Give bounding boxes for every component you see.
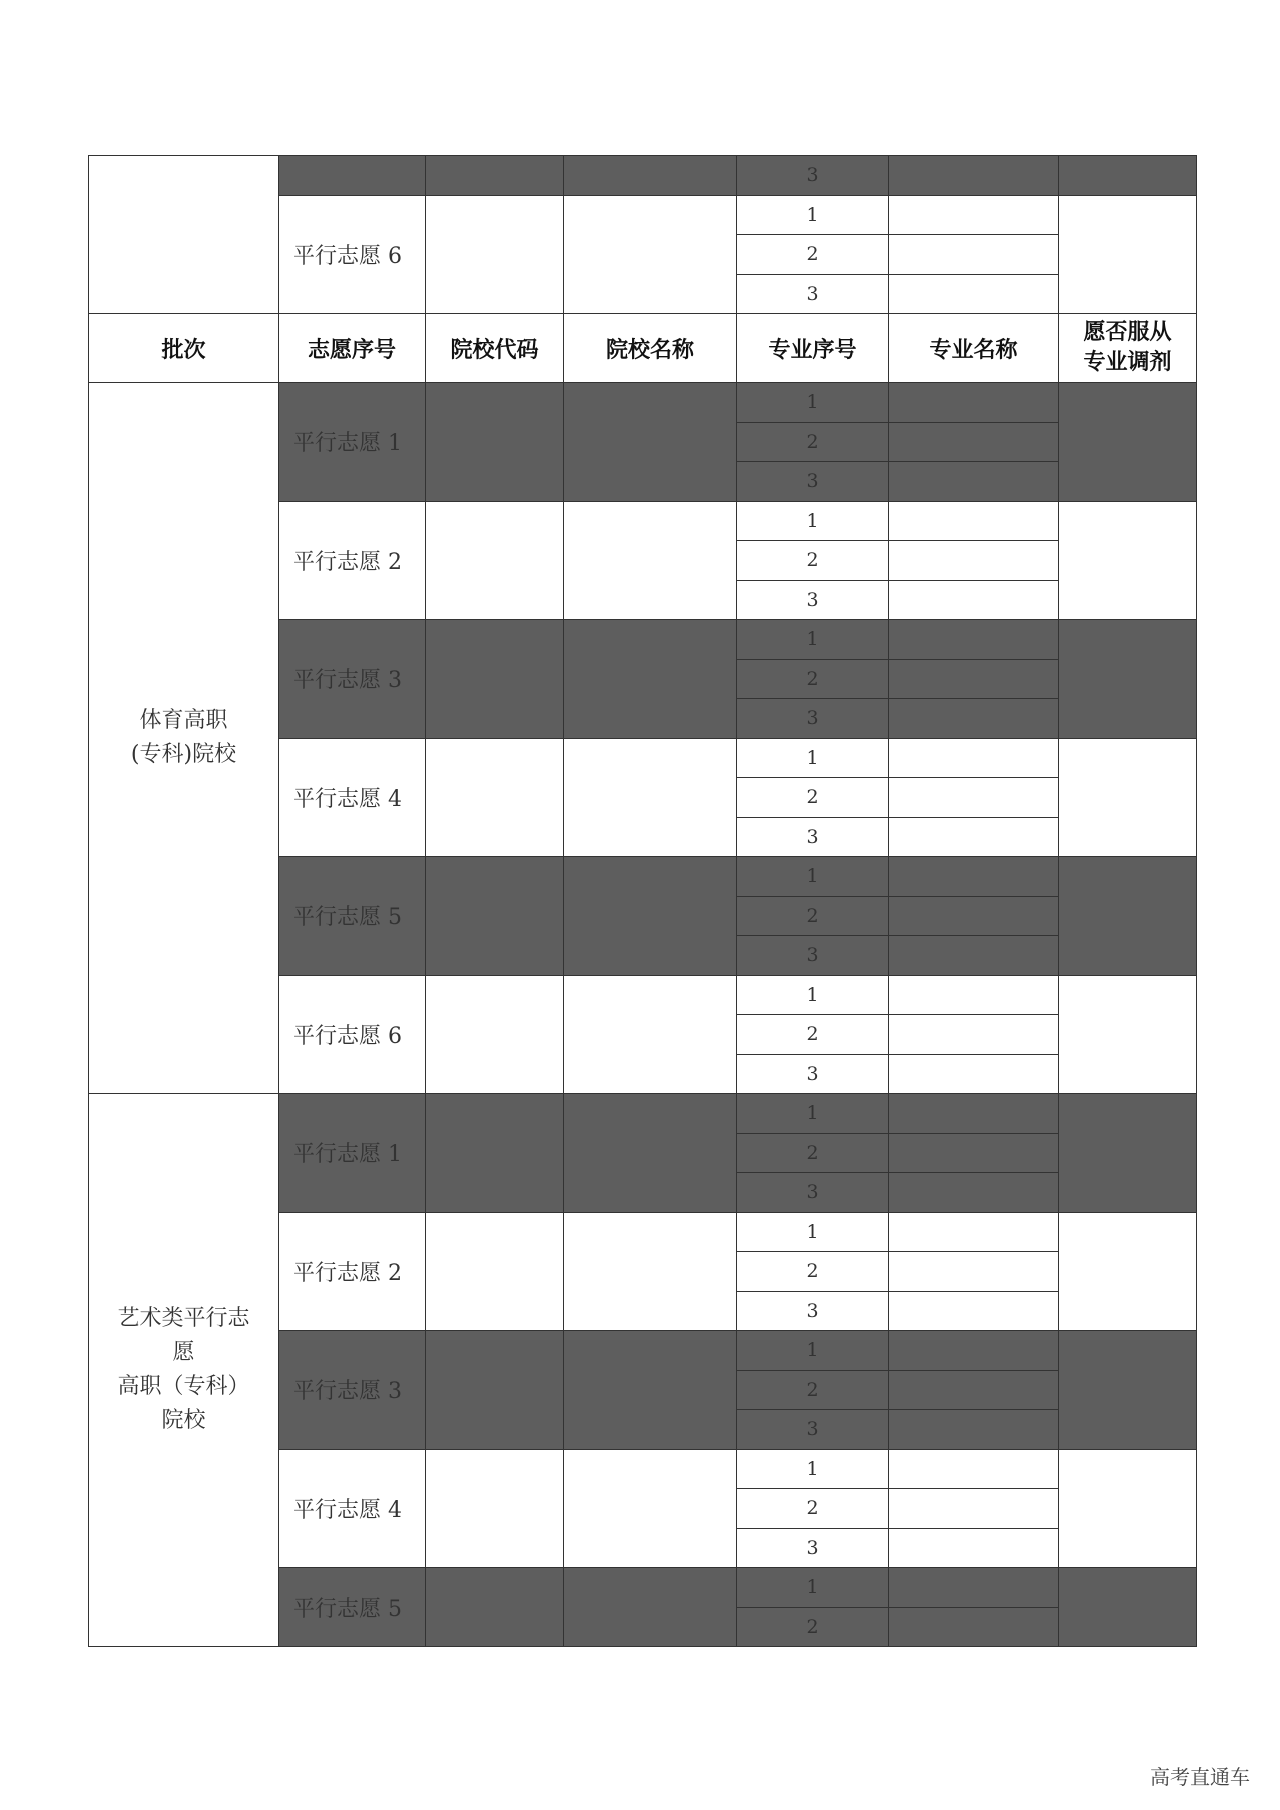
major-number-cell: 1 <box>737 1212 889 1252</box>
major-name-cell[interactable] <box>889 778 1059 818</box>
obey-adjust-cell[interactable] <box>1059 620 1197 739</box>
major-name-cell[interactable] <box>889 1410 1059 1450</box>
major-number-cell: 2 <box>737 659 889 699</box>
major-number-cell: 3 <box>737 156 889 196</box>
watermark: 高考直通车 <box>1150 1765 1250 1789</box>
volunteer-label: 平行志愿 1 <box>279 383 426 502</box>
school-name-cell[interactable] <box>564 738 737 857</box>
school-name-cell[interactable] <box>564 195 737 314</box>
major-number-cell: 1 <box>737 1094 889 1134</box>
school-name-cell[interactable] <box>564 501 737 620</box>
school-name-cell[interactable] <box>564 383 737 502</box>
obey-adjust-cell[interactable] <box>1059 1449 1197 1568</box>
major-name-cell[interactable] <box>889 620 1059 660</box>
batch-label-line: 艺术类平行志 <box>117 1306 250 1331</box>
major-name-cell[interactable] <box>889 195 1059 235</box>
major-name-cell[interactable] <box>889 383 1059 423</box>
header-obey-adjust-line: 专业调剂 <box>1083 350 1172 375</box>
obey-adjust-cell[interactable] <box>1059 1568 1197 1647</box>
major-number-cell: 2 <box>737 541 889 581</box>
volunteer-label: 平行志愿 5 <box>279 857 426 976</box>
volunteer-form-table <box>88 155 1197 1647</box>
school-code-cell[interactable] <box>426 1568 564 1647</box>
major-number-cell: 2 <box>737 896 889 936</box>
volunteer-label: 平行志愿 6 <box>279 975 426 1094</box>
major-number-cell: 1 <box>737 501 889 541</box>
major-number-cell: 1 <box>737 195 889 235</box>
major-number-cell: 2 <box>737 1015 889 1055</box>
major-number-cell: 3 <box>737 817 889 857</box>
school-code-cell[interactable] <box>426 156 564 196</box>
header-obey-adjust <box>1059 314 1197 383</box>
major-number-cell: 1 <box>737 1331 889 1371</box>
school-code-cell[interactable] <box>426 1449 564 1568</box>
volunteer-label <box>279 156 426 196</box>
obey-adjust-cell[interactable] <box>1059 1212 1197 1331</box>
volunteer-label: 平行志愿 2 <box>279 1212 426 1331</box>
volunteer-label: 平行志愿 3 <box>279 620 426 739</box>
major-name-cell[interactable] <box>889 1489 1059 1529</box>
table-body <box>89 156 1197 1647</box>
school-name-cell[interactable] <box>564 857 737 976</box>
obey-adjust-cell[interactable] <box>1059 975 1197 1094</box>
major-number-cell: 1 <box>737 1568 889 1608</box>
batch-label-line: 高职（专科） <box>117 1374 250 1399</box>
major-name-cell[interactable] <box>889 235 1059 275</box>
volunteer-label: 平行志愿 3 <box>279 1331 426 1450</box>
major-name-cell[interactable] <box>889 1528 1059 1568</box>
major-number-cell: 2 <box>737 235 889 275</box>
major-number-cell: 3 <box>737 580 889 620</box>
obey-adjust-cell[interactable] <box>1059 501 1197 620</box>
obey-adjust-cell[interactable] <box>1059 738 1197 857</box>
major-number-cell: 1 <box>737 383 889 423</box>
major-name-cell[interactable] <box>889 1607 1059 1647</box>
table-row <box>89 1094 1197 1134</box>
header-major-number: 专业序号 <box>737 314 889 383</box>
school-code-cell[interactable] <box>426 383 564 502</box>
school-code-cell[interactable] <box>426 1094 564 1213</box>
major-name-cell[interactable] <box>889 1568 1059 1608</box>
major-number-cell: 2 <box>737 1489 889 1529</box>
header-school-name: 院校名称 <box>564 314 737 383</box>
major-name-cell[interactable] <box>889 156 1059 196</box>
major-name-cell[interactable] <box>889 1252 1059 1292</box>
obey-adjust-cell[interactable] <box>1059 857 1197 976</box>
school-code-cell[interactable] <box>426 738 564 857</box>
table-row <box>89 156 1197 196</box>
major-number-cell: 3 <box>737 462 889 502</box>
major-number-cell: 3 <box>737 274 889 314</box>
obey-adjust-cell[interactable] <box>1059 195 1197 314</box>
table-row <box>89 383 1197 423</box>
major-name-cell[interactable] <box>889 422 1059 462</box>
school-name-cell[interactable] <box>564 156 737 196</box>
major-number-cell: 2 <box>737 1607 889 1647</box>
volunteer-label: 平行志愿 6 <box>279 195 426 314</box>
major-number-cell: 2 <box>737 1133 889 1173</box>
major-name-cell[interactable] <box>889 1015 1059 1055</box>
volunteer-label: 平行志愿 4 <box>279 738 426 857</box>
header-batch: 批次 <box>89 314 279 383</box>
major-name-cell[interactable] <box>889 699 1059 739</box>
header-obey-adjust-line: 愿否服从 <box>1083 320 1172 345</box>
school-name-cell[interactable] <box>564 975 737 1094</box>
header-major-name: 专业名称 <box>889 314 1059 383</box>
obey-adjust-cell[interactable] <box>1059 156 1197 196</box>
school-code-cell[interactable] <box>426 1331 564 1450</box>
batch-label-line: 院校 <box>161 1408 206 1433</box>
major-number-cell: 3 <box>737 1410 889 1450</box>
major-name-cell[interactable] <box>889 1094 1059 1134</box>
major-name-cell[interactable] <box>889 1331 1059 1371</box>
major-name-cell[interactable] <box>889 817 1059 857</box>
major-name-cell[interactable] <box>889 936 1059 976</box>
school-code-cell[interactable] <box>426 857 564 976</box>
major-name-cell[interactable] <box>889 738 1059 778</box>
major-number-cell: 2 <box>737 422 889 462</box>
obey-adjust-cell[interactable] <box>1059 383 1197 502</box>
volunteer-label: 平行志愿 2 <box>279 501 426 620</box>
school-name-cell[interactable] <box>564 1094 737 1213</box>
major-name-cell[interactable] <box>889 501 1059 541</box>
batch-label-line: (专科)院校 <box>130 742 237 767</box>
school-name-cell[interactable] <box>564 1212 737 1331</box>
major-number-cell: 1 <box>737 1449 889 1489</box>
major-name-cell[interactable] <box>889 1133 1059 1173</box>
major-name-cell[interactable] <box>889 462 1059 502</box>
major-name-cell[interactable] <box>889 274 1059 314</box>
major-number-cell: 3 <box>737 1173 889 1213</box>
major-name-cell[interactable] <box>889 541 1059 581</box>
major-number-cell: 1 <box>737 620 889 660</box>
batch-cell <box>89 1094 279 1647</box>
obey-adjust-cell[interactable] <box>1059 1331 1197 1450</box>
school-code-cell[interactable] <box>426 975 564 1094</box>
school-code-cell[interactable] <box>426 195 564 314</box>
major-number-cell: 2 <box>737 1370 889 1410</box>
major-number-cell: 3 <box>737 1054 889 1094</box>
major-name-cell[interactable] <box>889 1291 1059 1331</box>
major-number-cell: 1 <box>737 975 889 1015</box>
school-name-cell[interactable] <box>564 1568 737 1647</box>
school-code-cell[interactable] <box>426 620 564 739</box>
major-name-cell[interactable] <box>889 1173 1059 1213</box>
major-number-cell: 3 <box>737 1528 889 1568</box>
volunteer-label: 平行志愿 4 <box>279 1449 426 1568</box>
major-number-cell: 3 <box>737 1291 889 1331</box>
volunteer-label: 平行志愿 5 <box>279 1568 426 1647</box>
header-row <box>89 314 1197 383</box>
header-school-code: 院校代码 <box>426 314 564 383</box>
major-name-cell[interactable] <box>889 975 1059 1015</box>
school-name-cell[interactable] <box>564 620 737 739</box>
major-number-cell: 1 <box>737 857 889 897</box>
school-name-cell[interactable] <box>564 1331 737 1450</box>
major-name-cell[interactable] <box>889 580 1059 620</box>
major-name-cell[interactable] <box>889 1449 1059 1489</box>
major-number-cell: 2 <box>737 1252 889 1292</box>
volunteer-label: 平行志愿 1 <box>279 1094 426 1213</box>
obey-adjust-cell[interactable] <box>1059 1094 1197 1213</box>
school-code-cell[interactable] <box>426 1212 564 1331</box>
major-name-cell[interactable] <box>889 857 1059 897</box>
major-number-cell: 1 <box>737 738 889 778</box>
header-volunteer-number: 志愿序号 <box>279 314 426 383</box>
batch-label-line: 愿 <box>172 1340 195 1365</box>
school-code-cell[interactable] <box>426 501 564 620</box>
major-number-cell: 3 <box>737 699 889 739</box>
school-name-cell[interactable] <box>564 1449 737 1568</box>
major-number-cell: 3 <box>737 936 889 976</box>
major-name-cell[interactable] <box>889 896 1059 936</box>
batch-cell <box>89 383 279 1094</box>
batch-label-line: 体育高职 <box>139 708 228 733</box>
major-name-cell[interactable] <box>889 1212 1059 1252</box>
batch-cell-continued <box>89 156 279 314</box>
major-name-cell[interactable] <box>889 1054 1059 1094</box>
major-name-cell[interactable] <box>889 659 1059 699</box>
major-name-cell[interactable] <box>889 1370 1059 1410</box>
major-number-cell: 2 <box>737 778 889 818</box>
